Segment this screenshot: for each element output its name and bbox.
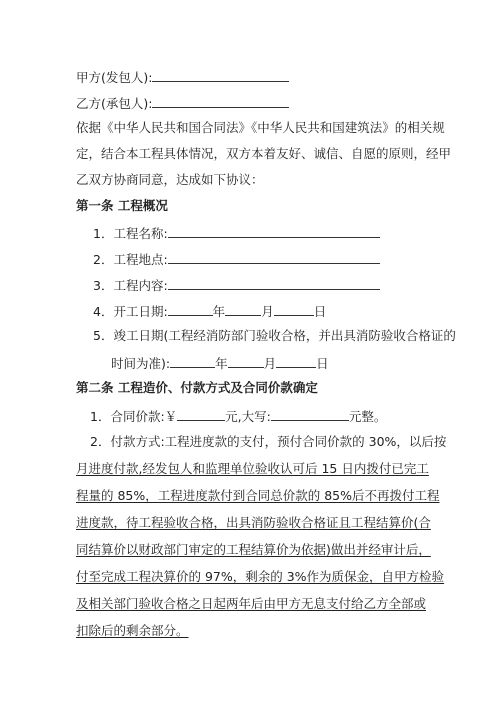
party-a-blank[interactable] bbox=[152, 68, 289, 82]
start-year-blank[interactable] bbox=[168, 302, 213, 316]
completion-month-blank[interactable] bbox=[228, 354, 264, 368]
project-location-line bbox=[93, 250, 380, 268]
price-words-blank[interactable] bbox=[271, 407, 349, 421]
party-b-label: 乙方(承包人): bbox=[76, 96, 153, 111]
payment-line-5: 同结算价以财政部门审定的工程结算价为依据)做出并经审计后， bbox=[76, 542, 431, 557]
project-name-blank[interactable] bbox=[168, 224, 380, 238]
month-label: 月 bbox=[263, 356, 277, 371]
payment-line-4: 进度款，待工程验收合格，出具消防验收合格证且工程结算价(合 bbox=[76, 515, 431, 530]
project-name-label: 1．工程名称: bbox=[93, 226, 168, 241]
completion-date-line-1: 5．竣工日期(工程经消防部门验收合格，并出具消防验收合格证的 bbox=[93, 328, 456, 343]
payment-line-1: 2．付款方式:工程进度款的支付，预付合同价款的 30%，以后按 bbox=[90, 434, 447, 449]
article2-title: 第二条 工程造价、付款方式及合同价款确定 bbox=[76, 380, 318, 395]
preamble-line-2: 定，结合本工程具体情况，双方本着友好、诚信、自愿的原则，经甲 bbox=[76, 146, 452, 161]
month-label: 月 bbox=[261, 304, 274, 319]
completion-year-blank[interactable] bbox=[170, 354, 215, 368]
preamble-line-3: 乙双方协商同意，达成如下协议： bbox=[76, 172, 264, 187]
party-a-label: 甲方(发包人): bbox=[76, 70, 153, 85]
project-content-blank[interactable] bbox=[168, 276, 380, 290]
start-date-label: 4．开工日期: bbox=[93, 304, 168, 319]
payment-line-8: 扣除后的剩余部分。 bbox=[76, 623, 189, 638]
start-date-line bbox=[93, 302, 326, 320]
completion-day-blank[interactable] bbox=[276, 354, 316, 368]
price-unit-label: 元,大写: bbox=[225, 409, 271, 424]
contract-price-label: 1．合同价款:￥ bbox=[90, 409, 178, 424]
payment-line-3: 程量的 85%，工程进度款付到合同总价款的 85%后不再拨付工程 bbox=[76, 488, 440, 503]
preamble-line-1: 依据《中华人民共和国合同法》《中华人民共和国建筑法》的相关规 bbox=[76, 120, 445, 135]
article1-title: 第一条 工程概况 bbox=[76, 198, 168, 213]
contract-price-line bbox=[90, 407, 386, 425]
project-location-label: 2．工程地点: bbox=[93, 252, 168, 267]
year-label: 年 bbox=[212, 304, 226, 319]
year-label: 年 bbox=[215, 356, 228, 371]
party-b-blank[interactable] bbox=[152, 94, 289, 108]
project-content-label: 3．工程内容: bbox=[93, 278, 168, 293]
day-label: 日 bbox=[316, 356, 329, 371]
price-number-blank[interactable] bbox=[177, 407, 225, 421]
completion-date-line-2 bbox=[111, 354, 329, 372]
payment-line-2: 月进度付款,经发包人和监理单位验收认可后 15 日内拨付已完工 bbox=[76, 461, 429, 476]
start-day-blank[interactable] bbox=[274, 302, 314, 316]
project-location-blank[interactable] bbox=[168, 250, 380, 264]
completion-date-label: 时间为准): bbox=[111, 356, 171, 371]
party-a-line bbox=[76, 68, 289, 86]
project-name-line bbox=[93, 224, 380, 242]
party-b-line bbox=[76, 94, 289, 112]
payment-line-6: 付至完成工程决算价的 97%，剩余的 3%作为质保金，自甲方检验 bbox=[76, 569, 445, 584]
project-content-line bbox=[93, 276, 380, 294]
price-end-label: 元整。 bbox=[348, 409, 387, 424]
day-label: 日 bbox=[313, 304, 327, 319]
start-month-blank[interactable] bbox=[225, 302, 261, 316]
payment-line-7: 及相关部门验收合格之日起两年后由甲方无息支付给乙方全部或 bbox=[76, 596, 427, 611]
